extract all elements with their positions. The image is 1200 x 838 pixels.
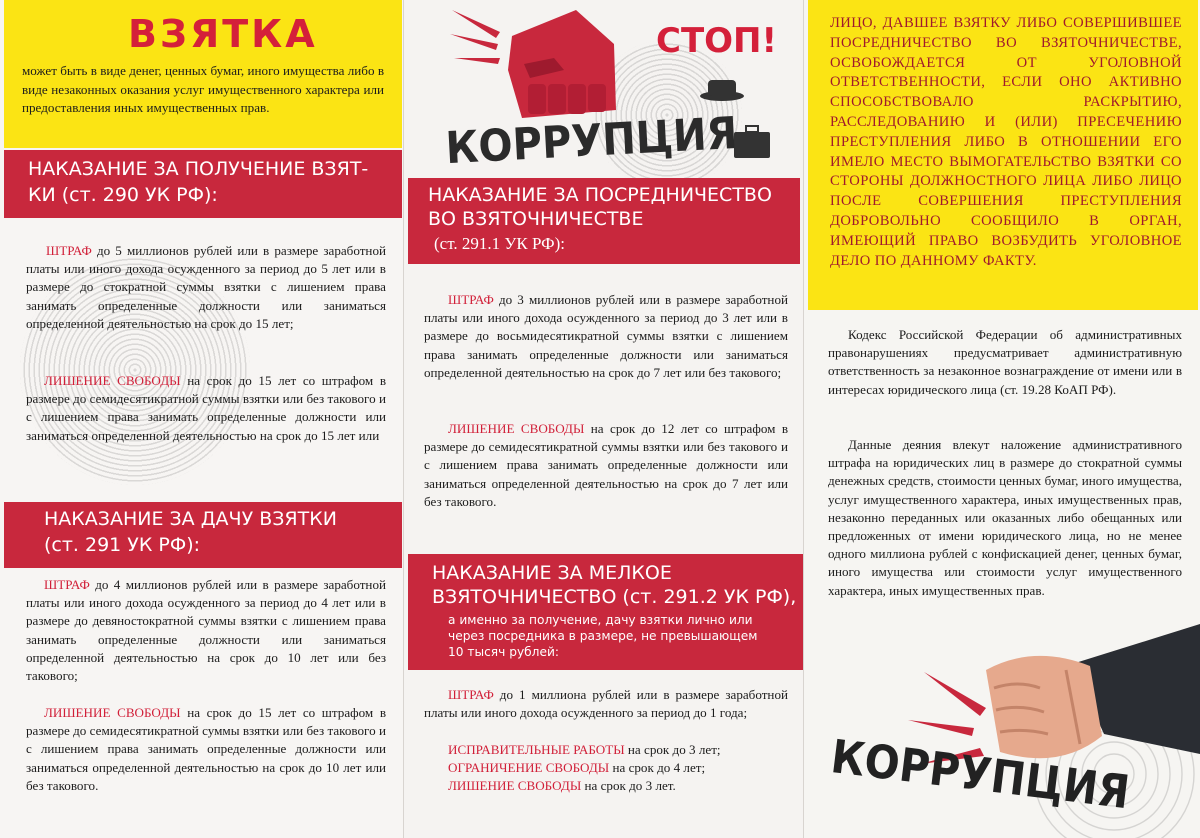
receiving-bribe-imprisonment: ЛИШЕНИЕ СВОБОДЫ на срок до 15 лет со штрафом в размере до семидесятикратной суммы взятки или без такового и с лишением права занимать определенные должности или заниматься определенной деятельностью на срок до 15 лет или — [26, 373, 387, 443]
bribe-definition-box — [4, 0, 402, 148]
middle-panel — [404, 0, 804, 838]
giving-bribe-imprisonment: ЛИШЕНИЕ СВОБОДЫ на срок до 15 лет со штрафом в размере до семидесятикратной суммы взятки или без такового и с лишением права занимать определенные должности или заниматься определенной деятельностью на срок до 10 лет или без такового. — [26, 705, 387, 793]
receiving-bribe-heading: НАКАЗАНИЕ ЗА ПОЛУЧЕНИЕ ВЗЯТ- КИ (ст. 290 УК РФ): — [4, 150, 402, 218]
bribe-definition: может быть в виде денег, ценных бумаг, иного имущества либо в виде незаконных оказания услуг имущественного характера или предоставления иных имущественных прав. — [22, 63, 384, 115]
corruption-logo-text: КОРРУПЦИЯ — [828, 729, 1167, 824]
ray-shape — [924, 672, 986, 716]
receiving-bribe-fine: ШТРАФ до 5 миллионов рублей или в размере заработной платы или иного дохода осужденного за период до 5 лет или в размере до стократной суммы взятки с лишением права занимать определенные должности или заниматься определенной деятельностью на срок до 15 лет; — [26, 243, 386, 331]
petty-bribery-fine: ШТРАФ до 1 миллиона рублей или в размере заработной платы или иного дохода осужденного за период до 1 года; — [424, 687, 788, 721]
mediation-imprisonment: ЛИШЕНИЕ СВОБОДЫ на срок до 12 лет со штрафом в размере до семидесятикратной суммы взятки или без такового и с лишением права занимать определенные должности или заниматься определенной деятельностью на срок до 7 лет или без такового. — [424, 421, 789, 509]
exemption-box — [808, 0, 1198, 310]
left-panel — [0, 0, 404, 838]
petty-bribery-correctional-work: ИСПРАВИТЕЛЬНЫЕ РАБОТЫ на срок до 3 лет; — [448, 742, 721, 757]
ray-shape — [452, 10, 500, 38]
giving-bribe-fine: ШТРАФ до 4 миллионов рублей или в размере заработной платы или иного дохода осужденного за период до 4 лет или в размере до девяностократной суммы взятки с лишением права занимать определенные должности или заниматься определенной деятельностью на срок до 10 лет или без такового; — [26, 577, 386, 684]
corruption-fist-illustration — [804, 624, 1200, 838]
petty-bribery-imprisonment: ЛИШЕНИЕ СВОБОДЫ на срок до 3 лет. — [448, 778, 676, 793]
admin-penalty-paragraph: Данные деяния влекут наложение административного штрафа на юридических лиц в размере до стократной суммы денежных средств, стоимости ценных бумаг, иного имущества, услуг имущественного характера, иных имущественных прав, незаконно переданных или оказанных либо обещанных или предложенных от имени юридического лица, но не менее одного миллиона рублей с конфискацией денег, ценных бумаг, иного имущества или стоимости услуг имущественного характера, иных имущественных прав. — [828, 437, 1182, 598]
petty-bribery-restriction: ОГРАНИЧЕНИЕ СВОБОДЫ на срок до 4 лет; — [448, 760, 706, 775]
fist-icon — [986, 656, 1102, 758]
exemption-text: ЛИЦО, ДАВШЕЕ ВЗЯТКУ ЛИБО СОВЕРШИВШЕЕ ПОСРЕДНИЧЕСТВО ВО ВЗЯТОЧНИЧЕСТВЕ, ОСВОБОЖДАЕТСЯ ОТ УГОЛОВНОЙ ОТВЕТСТВЕННОСТИ, ЕСЛИ ОНО АКТИВНО СПОСОБСТВОВАЛО РАСКРЫТИЮ, РАССЛЕДОВАНИЮ И (ИЛИ) ПРЕСЕЧЕНИЮ ПРЕСТУПЛЕНИЯ ЛИБО В ОТНОШЕНИИ ЕГО ИМЕЛО МЕСТО ВЫМОГАТЕЛЬСТВО ВЗЯТКИ СО СТОРОНЫ ДОЛЖНОСТНОГО ЛИЦА ЛИБО ЛИЦО ПОСЛЕ СОВЕРШЕНИЯ ПРЕСТУПЛЕНИЯ ДОБРОВОЛЬНО СООБЩИЛО В ОРГАН, ИМЕЮЩИЙ ПРАВО ВОЗБУДИТЬ УГОЛОВНОЕ ДЕЛО ПО ДАННОМУ ФАКТУ. — [830, 15, 1182, 269]
stop-text: СТОП! — [656, 21, 778, 61]
petty-bribery-heading: НАКАЗАНИЕ ЗА МЕЛКОЕ ВЗЯТОЧНИЧЕСТВО (ст. 291.2 УК РФ), а именно за получение, дачу взятки лично или через посредника в размере, не превышающем 10 тысяч рублей: — [408, 554, 804, 670]
giving-bribe-heading: НАКАЗАНИЕ ЗА ДАЧУ ВЗЯТКИ (ст. 291 УК РФ): — [4, 502, 402, 568]
mediation-fine: ШТРАФ до 3 миллионов рублей или в размере заработной платы или иного дохода осужденного за период до 3 лет или в размере до восьмидесятикратной суммы взятки с лишением права занимать определенные должности или заниматься определенной деятельностью на срок до 7 лет или без такового; — [424, 292, 788, 380]
bribe-title: ВЗЯТКА — [128, 12, 318, 56]
admin-code-paragraph: Кодекс Российской Федерации об административных правонарушениях предусматривает административную ответственность за незаконное вознаграждение от имени или в интересах юридического лица (ст. 19.28 КоАП РФ). — [828, 327, 1182, 397]
stop-corruption-illustration — [404, 0, 804, 178]
mediation-heading: НАКАЗАНИЕ ЗА ПОСРЕДНИЧЕСТВО ВО ВЗЯТОЧНИЧЕСТВЕ (ст. 291.1 УК РФ): — [408, 178, 800, 264]
ray-shape — [908, 720, 974, 736]
corruption-logo-text: КОРРУПЦИЯ — [444, 106, 767, 175]
ray-shape — [454, 58, 500, 64]
raised-fist-icon — [508, 10, 616, 118]
right-panel — [804, 0, 1200, 838]
ray-shape — [450, 34, 498, 50]
